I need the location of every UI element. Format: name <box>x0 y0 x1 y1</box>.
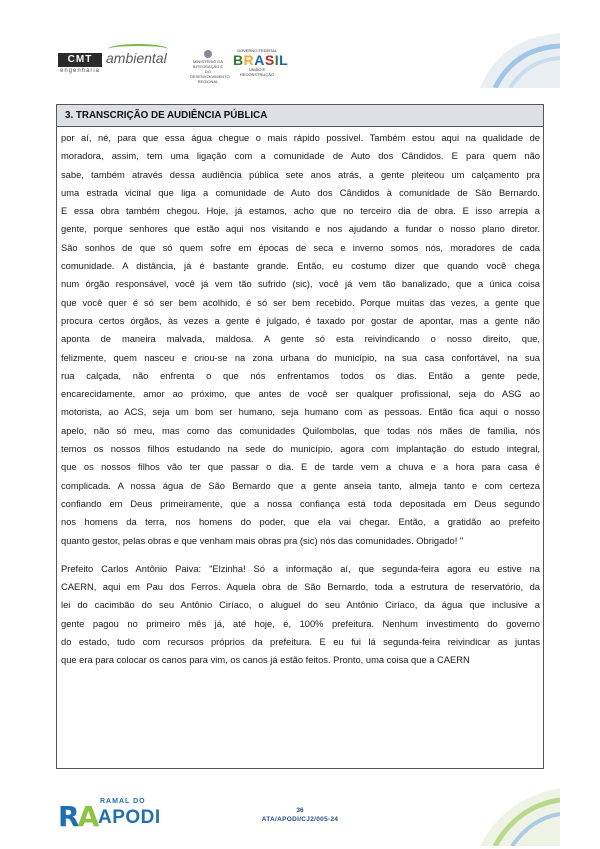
content-frame <box>56 104 544 769</box>
brasil-letter: I <box>274 52 280 68</box>
governo-motto: UNIÃO E RECONSTRUÇÃO <box>239 67 274 77</box>
text-line: procura certos órgãos, às vezes a gente é julgado, é taxado por gostar de apontar, mas a gente não <box>61 315 540 326</box>
text-line: que era para colocar os canos para vim, os canos já estão feitos. Pronto, uma coisa que a CAERN <box>61 655 470 666</box>
text-line: lei do cacimbão do seu Antônio Ciríaco, o aluguel do seu Antônio Ciríaco, da água que inclusive a <box>61 600 540 611</box>
coat-of-arms-icon <box>204 50 212 58</box>
text-line: nos homens da terra, nos homens do poder, que ela vai chegar. Então, a gratidão ao prefeito <box>61 517 540 528</box>
ambiental-swoosh-icon <box>108 44 168 54</box>
text-line: gente pagou no primeiro mês já, até hoje, é, 100% prefeitura. Nenhum investimento do governo <box>61 618 540 629</box>
text-line: CAERN, aqui em Pau dos Ferros. Aquela obra de São Bernardo, toda a estrutura de reservatório, da <box>61 582 540 593</box>
brasil-letter: L <box>279 52 289 68</box>
text-line: felizmente, quem nasceu e criou-se na zona urbana do município, na sua casa confortável, na sua <box>61 352 540 363</box>
text-line: gente, porque senhores que estão aqui nos visitando e nos ajudando a fundar o nosso plano diretor. <box>61 224 540 235</box>
brasil-letter: R <box>243 52 255 68</box>
governo-federal-logo <box>233 48 289 77</box>
text-line: moradora, assim, tem uma ligação com a comunidade de Auto dos Cândidos. E para quem não <box>61 151 540 162</box>
page-number: 36 <box>296 807 304 814</box>
transcript-body <box>57 127 543 670</box>
text-line: rua calçada, não enfrenta o que nós enfrentamos todos os dias. Então a gente pede, <box>61 370 540 381</box>
cmt-logo <box>58 53 102 75</box>
decorative-swoosh-icon <box>480 788 560 846</box>
cmt-logo-mark: CMT <box>58 53 102 67</box>
ambiental-logo-text: ambiental <box>106 50 167 66</box>
section-title: 3. TRANSCRIÇÃO DE AUDIÊNCIA PÚBLICA <box>57 105 543 127</box>
cmt-logo-subtitle: engenharia <box>59 68 101 74</box>
ramal-logo-small-text: RAMAL DO <box>100 798 146 805</box>
text-line: confiando em Deus primeiramente, que a nossa confiança está toda depositada em Deus segundo <box>61 498 540 509</box>
text-line: que você quer é só ser bem acolhido, é só ser bem recebido. Porque muitas das vezes, a gente que <box>61 297 540 308</box>
brasil-letter: S <box>264 52 275 68</box>
paragraph-1 <box>61 129 540 550</box>
text-line: sabe, também através dessa audiência pública sete anos atrás, a gente pleiteou um calçamento pra <box>61 169 540 180</box>
text-line: encarecidamente, amor ao próximo, que antes de você ser qualquer profissional, seja do ASG ao <box>61 389 540 400</box>
governo-federal-label: GOVERNO FEDERAL <box>236 48 277 53</box>
paragraph-2 <box>61 560 540 670</box>
text-line: por aí, né, para que essa água chegue o mais rápido possível. Também estou aqui na qualidade de <box>61 133 540 143</box>
ministerio-logo <box>190 50 230 84</box>
decorative-swoosh-icon <box>470 28 560 88</box>
brasil-letter: B <box>233 52 244 68</box>
brasil-letter: A <box>254 52 265 68</box>
text-line: temos os nossos filhos estudando na sede do município, agora com implantação do estudo integral, <box>61 444 540 455</box>
document-code: ATA/APODI/CJ2/005-24 <box>261 816 339 823</box>
text-line: complicada. A nossa água de São Bernardo que a gente anseia tanto, almeja tanto e com certeza <box>61 480 540 491</box>
text-line: do estado, tudo com recursos próprios da prefeitura. E eu fui lá segunda-feira reivindicar as juntas <box>61 637 540 648</box>
text-line: Prefeito Carlos Antônio Paiva: "Elzinha! Só a informação aí, que segunda-feira agora eu estive na <box>61 563 540 574</box>
text-line: uma estrada vicinal que liga a comunidade de Auto dos Cândidos à comunidade de São Bernardo. <box>61 187 540 198</box>
ministerio-logo-text: MINISTÉRIO DA INTEGRAÇÃO E DO DESENVOLVIMENTO REGIONAL <box>190 59 230 84</box>
ramal-logo-mark-icon: RA <box>58 800 98 833</box>
text-line: apelo, não só meu, mas como das comunidades Quilombolas, que todas nós mães de família, nós <box>61 425 540 436</box>
text-line: E essa obra também chegou. Hoje, já estamos, acho que no terceiro dia de obra. E isso arrepia a <box>61 206 540 217</box>
text-line: quanto gestor, pelas obras e que venham mais obras pra (sic) nós das comunidades. Obrigado! " <box>61 535 464 546</box>
text-line: aponta de maneira malvada, maldosa. A gente só esta reivindicando o nosso direito, que, <box>61 334 540 345</box>
text-line: num órgão responsável, você já vem tão sufrido (sic), você já vem tão banalizado, que a única coisa <box>61 279 540 290</box>
page-header <box>0 0 600 100</box>
ambiental-logo <box>106 50 167 66</box>
text-line: que os nossos filhos vão ter que passar o dia. E de tarde vem a chuva e a hora para casa é <box>61 462 540 473</box>
ramal-do-apodi-logo <box>58 796 161 834</box>
text-line: comunidade. A distância, já é bastante grande. Então, eu costumo dizer que quando você chega <box>61 261 540 272</box>
text-line: motorista, ao ACS, seja um bom ser humano, seja humano com as pessoas. Então fica aqui o nosso <box>61 407 540 418</box>
ramal-logo-big-text: APODI <box>98 807 161 828</box>
brasil-wordmark <box>233 52 289 68</box>
page-footer <box>0 780 600 849</box>
text-line: São sonhos de que só quem sofre em épocas de seca e inverno somos nós, moradores de cada <box>61 242 540 253</box>
